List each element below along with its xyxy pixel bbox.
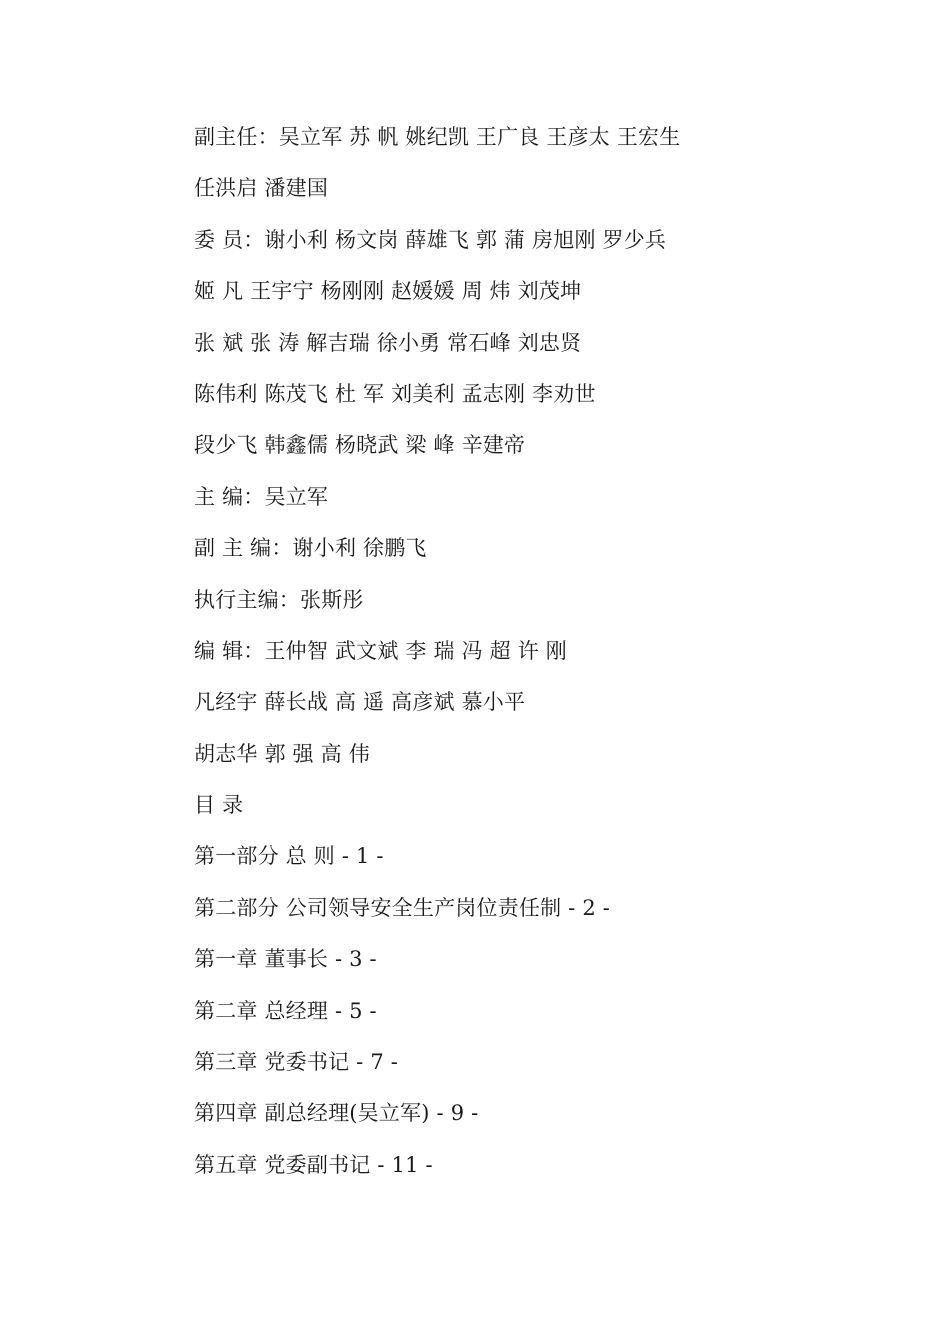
- committee-members-continued-3: 陈伟利 陈茂飞 杜 军 刘美利 孟志刚 李劝世: [194, 381, 596, 406]
- toc-entry: 第五章 党委副书记 - 11 -: [194, 1152, 433, 1177]
- toc-entry: 第四章 副总经理(吴立军) - 9 -: [194, 1101, 479, 1126]
- chief-editor-line: 主 编：吴立军: [194, 484, 329, 509]
- vice-director-continued: 任洪启 潘建国: [194, 176, 329, 201]
- toc-heading: 目 录: [194, 793, 244, 818]
- deputy-editor-line: 副 主 编：谢小利 徐鹏飞: [194, 536, 427, 561]
- vice-director-line: 副主任：吴立军 苏 帆 姚纪凯 王广良 王彦太 王宏生: [194, 125, 681, 149]
- committee-members-continued-4: 段少飞 韩鑫儒 杨晓武 梁 峰 辛建帝: [194, 433, 526, 458]
- committee-members-continued-2: 张 斌 张 涛 解吉瑞 徐小勇 常石峰 刘忠贤: [194, 330, 582, 355]
- toc-entry: 第一部分 总 则 - 1 -: [194, 844, 384, 869]
- editors-continued-1: 凡经宇 薛长战 高 遥 高彦斌 慕小平: [194, 690, 526, 715]
- committee-members-line: 委 员：谢小利 杨文岗 薛雄飞 郭 蒲 房旭刚 罗少兵: [194, 227, 667, 252]
- document-page: [194, 118, 894, 1197]
- committee-members-continued-1: 姬 凡 王宇宁 杨刚刚 赵媛媛 周 炜 刘茂坤: [194, 279, 582, 304]
- toc-entry: 第三章 党委书记 - 7 -: [194, 1050, 399, 1075]
- toc-entry: 第一章 董事长 - 3 -: [194, 947, 377, 972]
- editors-line: 编 辑：王仲智 武文斌 李 瑞 冯 超 许 刚: [194, 638, 568, 663]
- toc-entry: 第二部分 公司领导安全生产岗位责任制 - 2 -: [194, 895, 611, 920]
- toc-entry: 第二章 总经理 - 5 -: [194, 998, 377, 1023]
- editors-continued-2: 胡志华 郭 强 高 伟: [194, 741, 370, 766]
- executive-editor-line: 执行主编：张斯彤: [194, 587, 364, 612]
